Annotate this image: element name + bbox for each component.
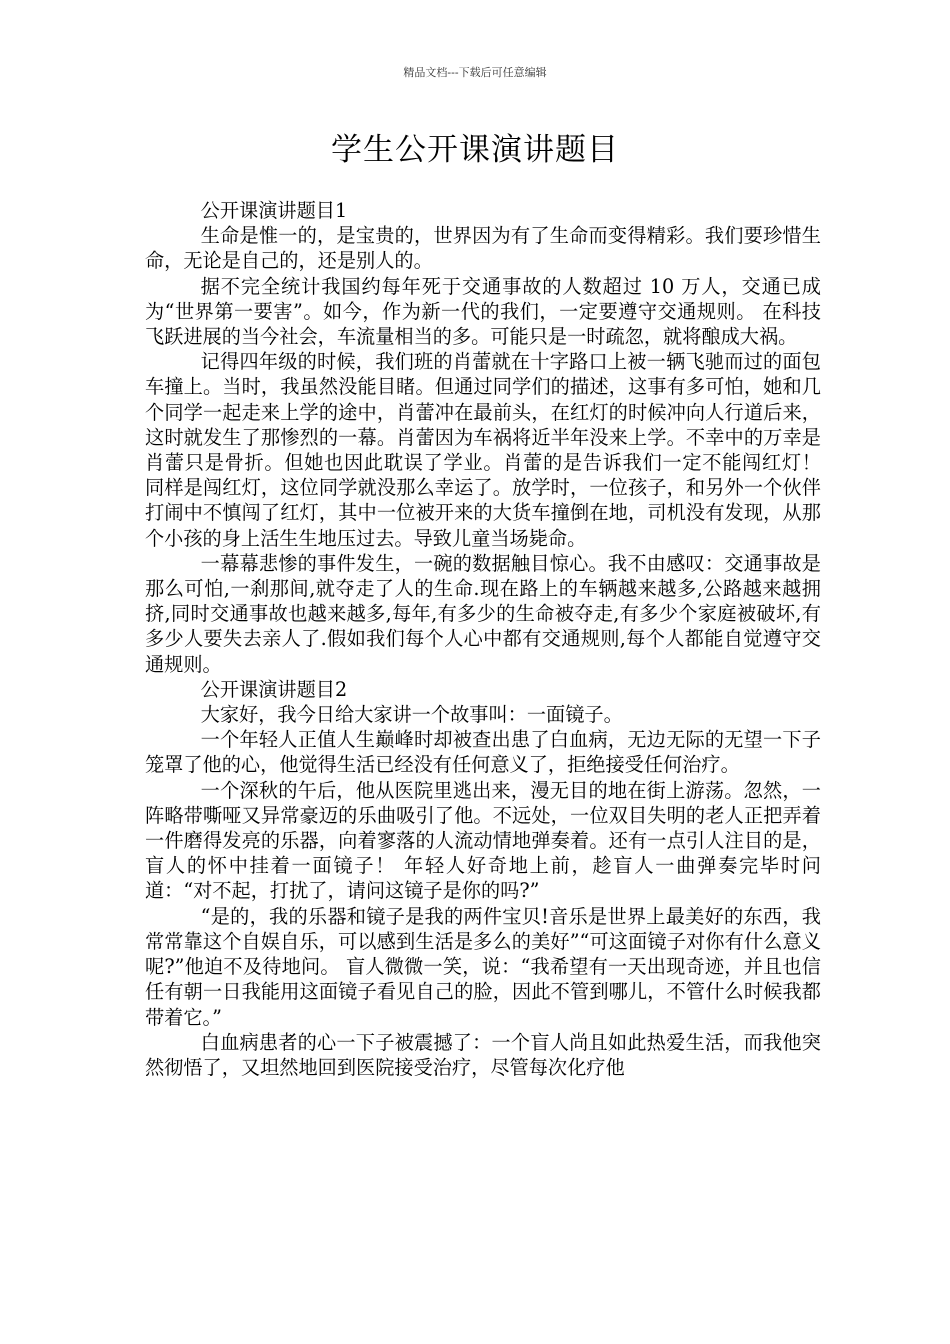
paragraph: 一幕幕悲惨的事件发生，一碗的数据触目惊心。我不由感叹：交通事故是那么可怕,一刹那间,就夺走了人的生命.现在路上的车辆越来越多,公路越来越拥挤,同时交通事故也越来越多,每年,有多少的生命被夺走,有多少个家庭被破坏,有多少人要失去亲人了.假如我们每个人心中都有交通规则,每个人都能自觉遵守交通规则。 bbox=[145, 551, 821, 676]
paragraph: 一个深秋的午后，他从医院里逃出来，漫无目的地在街上游荡。忽然，一阵略带嘶哑又异常豪迈的乐曲吸引了他。不远处，一位双目失明的老人正把弄着一件磨得发亮的乐器，向着寥落的人流动情地弹奏着。还有一点引人注目的是，盲人的怀中挂着一面镜子！ 年轻人好奇地上前，趁盲人一曲弹奏完毕时问道：“对不起，打扰了，请问这镜子是你的吗?” bbox=[145, 778, 821, 903]
paragraph: 白血病患者的心一下子被震撼了：一个盲人尚且如此热爱生活，而我他突然彻悟了，又坦然地回到医院接受治疗，尽管每次化疗他 bbox=[145, 1030, 821, 1079]
paragraph: 大家好，我今日给大家讲一个故事叫：一面镜子。 bbox=[200, 703, 623, 727]
paragraph: 生命是惟一的，是宝贵的，世界因为有了生命而变得精彩。我们要珍惜生命，无论是自己的，还是别人的。 bbox=[145, 224, 821, 273]
paragraph: “是的，我的乐器和镜子是我的两件宝贝!音乐是世界上最美好的东西，我常常靠这个自娱自乐，可以感到生活是多么的美好”“可这面镜子对你有什么意义呢?”他迫不及待地问。 盲人微微一笑，说：“我希望有一天出现奇迹，并且也信任有朝一日我能用这面镜子看见自己的脸，因此不管到哪儿，不管什么时候我都带着它。” bbox=[145, 904, 821, 1029]
document-title: 学生公开课演讲题目 bbox=[331, 132, 619, 168]
paragraph: 一个年轻人正值人生巅峰时却被查出患了白血病，无边无际的无望一下子笼罩了他的心，他觉得生活已经没有任何意义了，拒绝接受任何治疗。 bbox=[145, 728, 821, 777]
header-note: 精品文档---下载后可任意编辑 bbox=[403, 66, 547, 79]
paragraph: 据不完全统计我国约每年死于交通事故的人数超过 10 万人，交通已成为“世界第一要害”。如今，作为新一代的我们，一定要遵守交通规则。 在科技飞跃进展的当今社会，车流量相当的多。可能只是一时疏忽，就将酿成大祸。 bbox=[145, 274, 821, 349]
section-heading-1: 公开课演讲题目1 bbox=[200, 199, 348, 222]
document-body bbox=[145, 198, 821, 1080]
section-heading-2: 公开课演讲题目2 bbox=[200, 677, 348, 701]
paragraph: 记得四年级的时候，我们班的肖蕾就在十字路口上被一辆飞驰而过的面包车撞上。当时，我虽然没能目睹。但通过同学们的描述，这事有多可怕，她和几个同学一起走来上学的途中，肖蕾冲在最前头，在红灯的时候冲向人行道后来，这时就发生了那惨烈的一幕。肖蕾因为车祸将近半年没来上学。不幸中的万幸是肖蕾只是骨折。但她也因此耽误了学业。肖蕾的是告诉我们一定不能闯红灯！ 同样是闯红灯，这位同学就没那么幸运了。放学时，一位孩子，和另外一个伙伴打闹中不慎闯了红灯，其中一位被开来的大货车撞倒在地，司机没有发现，从那个小孩的身上活生生地压过去。导致儿童当场毙命。 bbox=[145, 350, 821, 550]
